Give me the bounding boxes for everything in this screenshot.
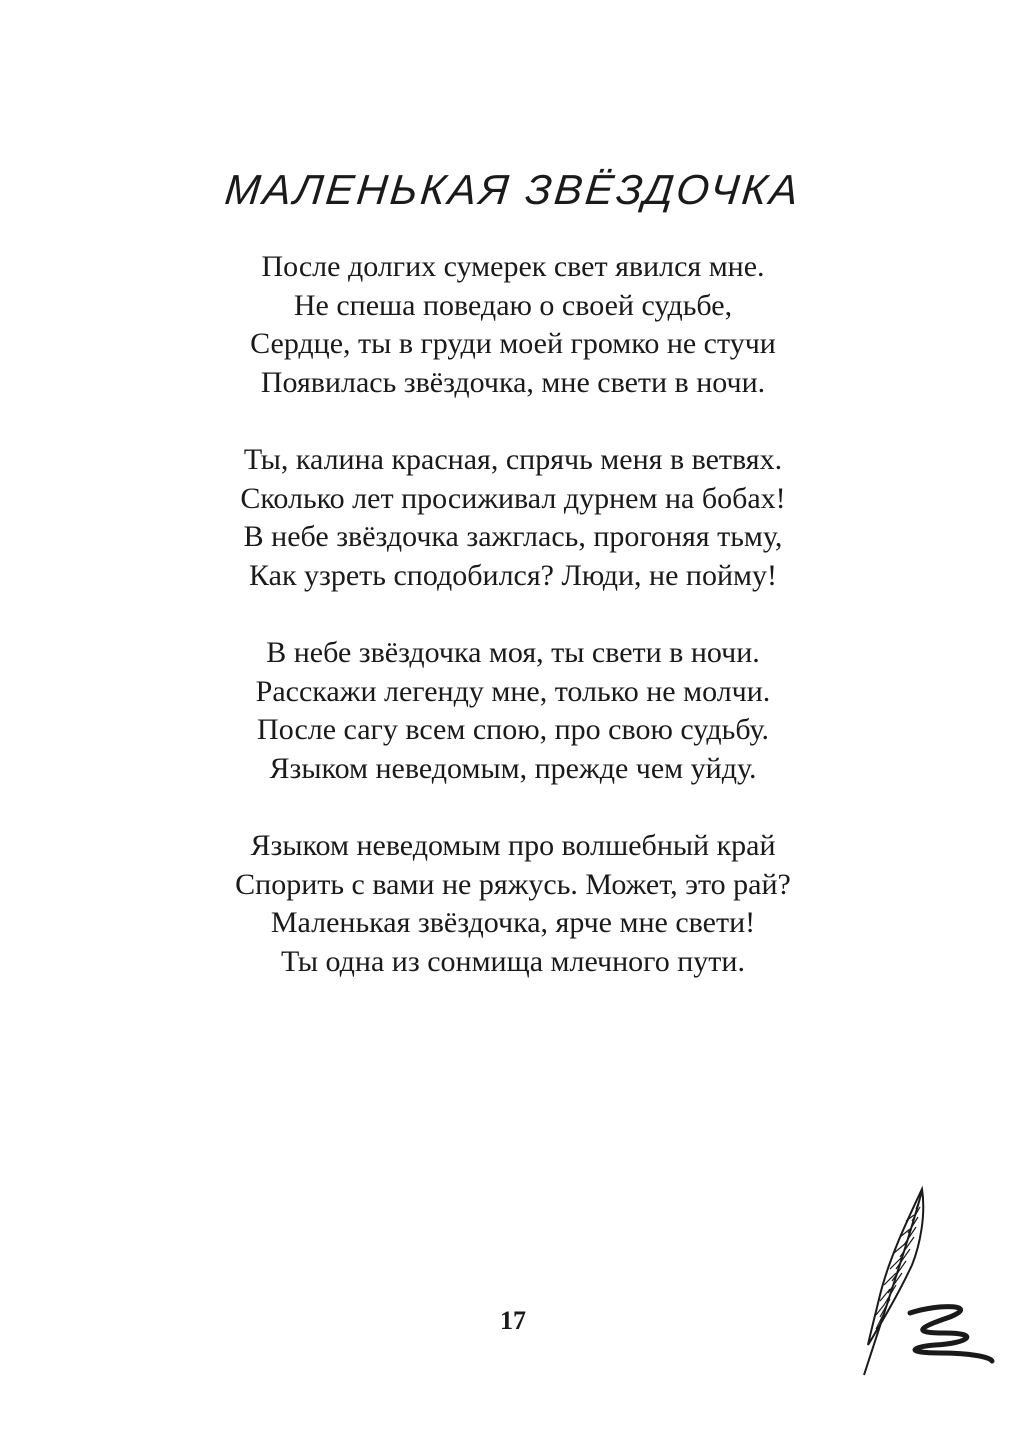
poem-line: Ты одна из сонмища млечного пути. (281, 944, 745, 978)
poem-line: Появилась звёздочка, мне свети в ночи. (260, 365, 766, 399)
poem-line: Языком неведомым про волшебный край (250, 829, 776, 862)
poem-line: Сердце, ты в груди моей громко не стучи (250, 327, 776, 360)
poem-line: Маленькая звёздочка, ярче мне свети! (270, 906, 756, 939)
poem-line: После сагу всем спою, про свою судьбу. (257, 713, 769, 746)
poem-title: МАЛЕНЬКАЯ ЗВЁЗДОЧКА (222, 166, 804, 213)
poem-line: Сколько лет просиживал дурнем на бобах! (240, 481, 786, 515)
poem-line: Не спеша поведаю о своей судьбе, (293, 288, 733, 322)
stanza-4 (0, 827, 1026, 981)
poem-line: Ты, калина красная, спрячь меня в ветвях. (243, 443, 783, 476)
page-number: 17 (500, 1306, 526, 1335)
poem-line: В небе звёздочка моя, ты свети в ночи. (266, 636, 760, 669)
poem-line: Языком неведомым, прежде чем уйду. (269, 751, 757, 785)
stanza-3 (0, 634, 1026, 788)
quill-pen-icon (850, 1185, 1000, 1385)
poem-body (0, 248, 1026, 1020)
poem-line: После долгих сумерек свет явился мне. (261, 250, 765, 283)
poem-line: Спорить с вами не ряжусь. Может, это рай? (235, 867, 791, 901)
poem-line: Расскажи легенду мне, только не молчи. (255, 674, 771, 708)
stanza-1 (0, 248, 1026, 402)
poem-line: В небе звёздочка зажглась, прогоняя тьму, (243, 520, 783, 553)
stanza-2 (0, 441, 1026, 595)
poem-line: Как узреть сподобился? Люди, не пойму! (249, 558, 777, 592)
